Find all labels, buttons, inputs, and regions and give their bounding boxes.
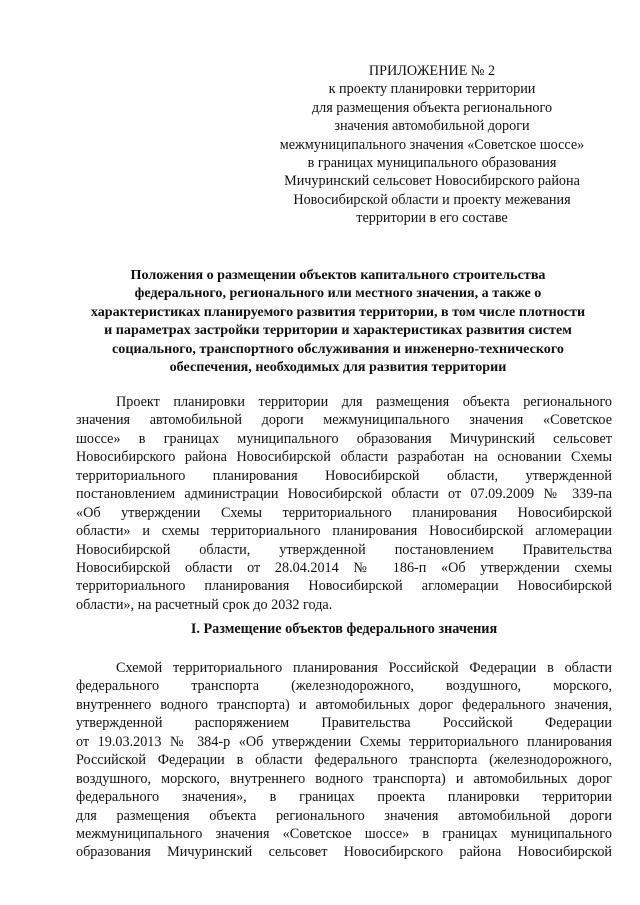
paragraph-line: федерального значения», в границах проекта планировки территории [76,789,612,806]
paragraph-line: федерального транспорта (железнодорожного, воздушного, морского, [76,678,612,695]
paragraph-line: шоссе» в границах муниципального образования Мичуринский сельсовет [76,430,612,447]
paragraph-line: постановлением администрации Новосибирской области от 07.09.2009 № 339-па [76,486,612,503]
appendix-line: для размещения объекта регионального [311,99,553,116]
paragraph-line: Новосибирского района Новосибирской области разработан на основании Схемы [76,449,612,466]
appendix-line: значения автомобильной дороги [334,118,530,135]
paragraph-line: территориального планирования Новосибирской агломерации Новосибирской [76,578,612,595]
appendix-header [262,62,602,228]
paragraph-line: Новосибирской области от 28.04.2014 № 186-п «Об утверждении схемы [76,559,612,576]
paragraph-line: воздушного, морского, внутреннего водного транспорта) и автомобильных дорог [76,770,612,787]
paragraph-line: Новосибирской области, утвержденной постановлением Правительства [76,541,612,558]
paragraph-federal [76,659,612,862]
heading-line: характеристиках планируемого развития территории, в том числе плотности [90,303,586,320]
paragraph-line: Схемой территориального планирования Российской Федерации в области [116,660,612,676]
paragraph-line: значения автомобильной дороги межмуниципального значения «Советское [76,412,612,429]
appendix-line: Мичуринский сельсовет Новосибирского района [284,173,580,190]
paragraph-line: для размещения объекта регионального значения автомобильной дороги [76,807,612,824]
paragraph-line: области», на расчетный срок до 2032 года. [76,596,333,613]
section-title: I. Размещение объектов федерального значения [190,621,498,637]
paragraph-line: от 19.03.2013 № 384-р «Об утверждении Схемы территориального планирования [76,733,612,750]
paragraph-line: межмуниципального значения «Советское шоссе» в границах муниципального [76,825,612,842]
appendix-line: межмуниципального значения «Советское шоссе» [279,136,585,153]
appendix-line: в границах муниципального образования [307,155,557,172]
paragraph-line: области» и схемы территориального планирования Новосибирской агломерации [76,523,612,540]
appendix-line: к проекту планировки территории [328,81,536,98]
appendix-line: Новосибирской области и проекту межевания [293,191,571,208]
paragraph-line: «Об утверждении Схемы территориального планирования Новосибирской [76,504,612,521]
paragraph-line: утвержденной распоряжением Правительства Российской Федерации [76,715,612,732]
heading-line: федерального, регионального или местного значения, а также о [134,285,542,302]
paragraph-line: внутреннего водного транспорта) и автомобильных дорог федерального значения, [76,696,612,713]
paragraph-line: Проект планировки территории для размещения объекта регионального [116,394,612,410]
paragraph-line: территориального планирования Новосибирской области, утвержденной [76,467,612,484]
paragraph-intro [76,393,612,614]
heading-line: и параметрах застройки территории и характеристиках развития систем [104,322,572,339]
paragraph-line: образования Мичуринский сельсовет Новосибирского района Новосибирской [76,844,612,861]
heading-line: Положения о размещении объектов капитального строительства [130,267,546,283]
appendix-title: ПРИЛОЖЕНИЕ № 2 [368,63,496,79]
paragraph-line: Российской Федерации в области федерального транспорта (железнодорожного, [76,752,612,769]
appendix-line: территории в его составе [356,210,508,227]
document-heading [72,266,604,376]
heading-line: обеспечения, необходимых для развития территории [169,359,507,376]
heading-line: социального, транспортного обслуживания и инженерно-технического [112,340,564,357]
